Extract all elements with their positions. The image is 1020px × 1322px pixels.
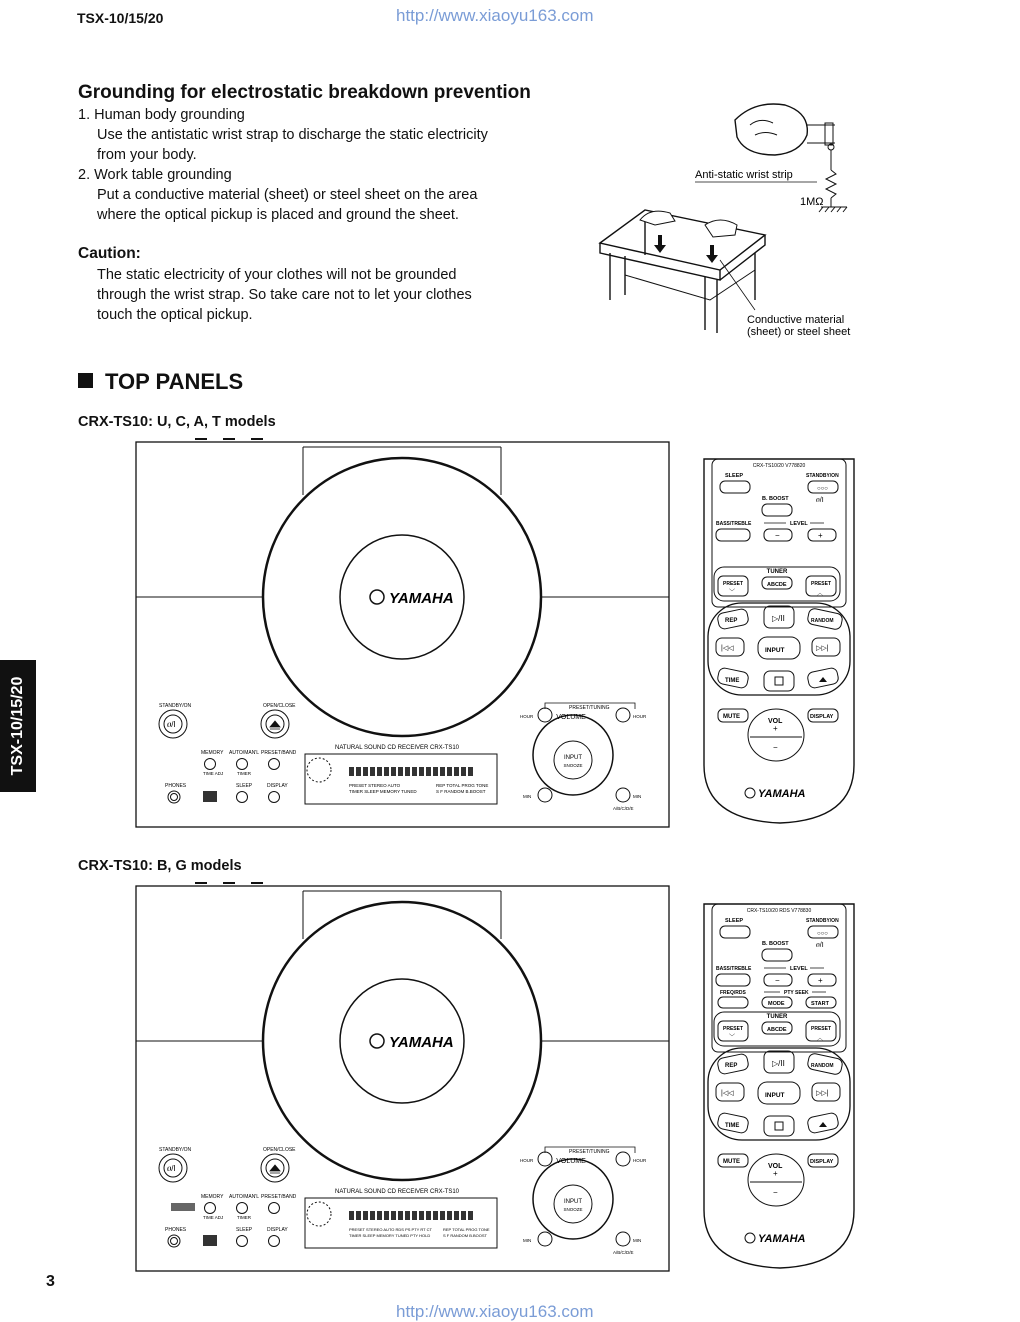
chevron-down-icon: ﹀ [729,590,736,596]
sheet-label-2: (sheet) or steel sheet [747,326,851,338]
memory-button[interactable] [205,759,216,770]
freq-rds-label: FREQ/RDS [720,990,746,996]
sleep-label: SLEEP [725,473,744,479]
unit-top-panel-1 [133,437,673,830]
bboost-button[interactable] [762,504,792,516]
item1-line1: Use the antistatic wrist strap to discharge the static electricity [97,127,488,143]
square-bullet-icon [78,373,93,388]
remote-control-1 [698,455,863,835]
min-right-label: MIN [633,794,642,799]
vol-plus-icon: + [773,724,778,733]
caution-line1: The static electricity of your clothes will not be grounded [97,267,457,283]
source-url-top[interactable]: http://www.xiaoyu163.com [396,6,594,25]
bboost-label: B. BOOST [762,941,789,947]
hour-left-label: HOUR [520,1158,534,1163]
rep-label: REP [725,1063,738,1069]
standby-dots: ○○○ [817,931,828,937]
phones-jack-inner [171,794,178,801]
indicator-row-3: REP TOTAL PROG TONE [436,783,489,788]
remote-control-2 [698,900,863,1280]
input-label: INPUT [564,1199,582,1205]
auto-man-button[interactable] [237,1203,248,1214]
display-label: DISPLAY [810,714,834,720]
auto-man-label: AUTO/MAN'L [229,1194,260,1200]
power-icon: ዐ/I [816,942,824,949]
minus-icon: − [775,531,780,540]
source-url-bottom[interactable]: http://www.xiaoyu163.com [396,1302,594,1321]
document-model-header: TSX-10/15/20 [77,10,164,26]
item2-line1: Put a conductive material (sheet) or steel sheet on the area [97,187,478,203]
natural-sound-label: NATURAL SOUND CD RECEIVER CRX-TS10 [335,1189,460,1195]
display-label: DISPLAY [267,783,288,789]
yamaha-logo-icon [745,788,755,798]
phones-label: PHONES [165,783,187,789]
sleep-button[interactable] [720,481,750,493]
snooze-label: SNOOZE [563,1207,583,1212]
power-icon: ዐ/I [167,720,176,729]
fl-display-window [305,1198,497,1248]
caution-line3: touch the optical pickup. [97,307,253,323]
remote-brand: YAMAHA [758,1233,806,1245]
min-left-label: MIN [523,794,532,799]
standby-label: STANDBY/ON [159,703,192,709]
vol-rocker[interactable] [748,709,804,761]
random-label: RANDOM [811,618,834,624]
bass-treble-label: BASS/TREBLE [716,521,752,527]
bboost-label: B. BOOST [762,496,789,502]
display-button[interactable] [269,792,280,803]
caution-text [97,265,505,325]
mute-label: MUTE [723,714,740,720]
play-pause-button[interactable] [538,788,552,802]
sleep-button[interactable] [720,926,750,938]
level-label: LEVEL [790,521,808,527]
indicator-row-2: TIMER SLEEP MEMORY TUNED PTY HOLD [349,1233,431,1238]
grounding-title: Grounding for electrostatic breakdown prevention [78,82,531,103]
sleep-button[interactable] [237,1236,248,1247]
standby-label: STANDBY/ON [159,1147,192,1153]
vol-minus-icon: − [773,743,778,752]
display-label: DISPLAY [267,1227,288,1233]
natural-sound-label: NATURAL SOUND CD RECEIVER CRX-TS10 [335,745,460,751]
mode-label: MODE [768,1001,785,1007]
preset-down-label: PRESET [723,1026,744,1032]
vol-minus-icon: − [773,1188,778,1197]
sheet-label-1: Conductive material [747,314,845,326]
skip-back-icon: |◁◁ [721,645,734,652]
time-label: TIME [725,1123,740,1129]
plus-icon: + [818,976,823,985]
brand-label: YAMAHA [389,1034,454,1051]
memory-button[interactable] [205,1203,216,1214]
mute-label: MUTE [723,1159,740,1165]
hand-outline [735,104,807,155]
abcde-label: A/B/C/D/E [613,806,634,811]
eject-icon [819,1122,827,1127]
side-tab-label: TSX-10/15/20 [9,676,26,776]
grounding-list [78,105,488,225]
bass-treble-button[interactable] [716,974,750,986]
hour-right-label: HOUR [633,714,647,719]
snooze-label: SNOOZE [563,763,583,768]
indicator-row-4: S F RANDOM B.BOOST [443,1233,488,1238]
tuner-label: TUNER [766,1014,788,1020]
prev-skip-button[interactable] [538,708,552,722]
wrist-lines [807,125,835,143]
sleep-label: SLEEP [236,1227,253,1233]
remote-code: CRX-TS10/20 RDS V778830 [746,908,812,914]
chevron-up-icon: ︿ [817,591,824,597]
wrist-strap-band [825,123,833,145]
standby-label: STANDBY/ON [806,918,839,924]
time-adj-label: TIME ADJ [203,771,224,776]
side-tab [0,660,36,792]
fl-display-segments [349,767,473,776]
item1-title: 1. Human body grounding [78,107,245,123]
standby-label: STANDBY/ON [806,473,839,479]
strap-label: Anti-static wrist strip [695,169,793,181]
display-button[interactable] [269,1236,280,1247]
sleep-button[interactable] [237,792,248,803]
timer-label: TIMER [237,1215,251,1220]
input-label: INPUT [564,755,582,761]
grounding-illustration [585,95,875,345]
phones-jack-inner [171,1238,178,1245]
next-skip-button[interactable] [616,708,630,722]
abcde-label: ABCDE [767,1027,787,1033]
min-left-label: MIN [523,1238,532,1243]
chevron-up-icon: ︿ [817,1036,824,1042]
time-adj-label: TIME ADJ [203,1215,224,1220]
stop-icon [775,677,783,685]
preset-tuning-label: PRESET/TUNING [569,705,610,711]
stop-button[interactable] [616,788,630,802]
vol-label: VOL [768,1163,783,1170]
item2-line2: where the optical pickup is placed and ground the sheet. [97,207,459,223]
memory-label: MEMORY [201,750,224,756]
indicator-row-3: REP TOTAL PROG TONE [443,1227,490,1232]
display-label: DISPLAY [810,1159,834,1165]
finger-lines [750,120,777,135]
preset-band-label: PRESET/BAND [261,750,297,756]
remote-brand: YAMAHA [758,788,806,800]
remote-code: CRX-TS10/20 V778820 [752,463,806,469]
play-pause-icon: ▷/II [772,614,785,623]
skip-forward-icon: ▷▷| [816,1090,829,1097]
time-label: TIME [725,678,740,684]
vol-label: VOL [768,718,783,725]
indicator-row-1: PRESET STEREO AUTO [349,783,401,788]
down-arrow-left [654,235,666,253]
level-label: LEVEL [790,966,808,972]
chevron-down-icon: ﹀ [729,1035,736,1041]
open-close-label: OPEN/CLOSE [263,1147,296,1153]
table-stretcher [625,270,755,300]
hour-right-label: HOUR [633,1158,647,1163]
prev-skip-button[interactable] [538,1152,552,1166]
memory-label: MEMORY [201,1194,224,1200]
preset-tuning-label: PRESET/TUNING [569,1149,610,1155]
abcde-label: A/B/C/D/E [613,1250,634,1255]
next-skip-button[interactable] [616,1152,630,1166]
remote-body [704,459,854,823]
eject-icon [270,721,280,729]
indicator-row-4: S F RANDOM B.BOOST [436,789,486,794]
stop-button[interactable] [616,1232,630,1246]
top-panels-label: TOP PANELS [105,369,244,394]
plus-icon: + [818,531,823,540]
open-close-label: OPEN/CLOSE [263,703,296,709]
sleep-label: SLEEP [236,783,253,789]
timer-label: TIMER [237,771,251,776]
skip-back-icon: |◁◁ [721,1090,734,1097]
phones-jack[interactable] [168,1235,180,1247]
volume-label: VOLUME [556,1158,586,1165]
bass-treble-label: BASS/TREBLE [716,966,752,972]
stop-button[interactable] [764,1116,794,1136]
tuner-label: TUNER [766,569,788,575]
input-label: INPUT [765,647,785,654]
sleep-label: SLEEP [725,918,744,924]
stop-button[interactable] [764,671,794,691]
fl-display-window [305,754,497,804]
hour-left-label: HOUR [520,714,534,719]
page-number: 3 [46,1273,55,1290]
caution-line2: through the wrist strap. So take care not to let your clothes [97,287,472,303]
start-label: START [811,1001,829,1007]
preset-down-label: PRESET [723,581,744,587]
indicator-row-2: TIMER SLEEP MEMORY TUNED [349,789,417,794]
min-right-label: MIN [633,1238,642,1243]
panel1-model-label: CRX-TS10: U, C, A, T models [78,414,276,430]
vol-plus-icon: + [773,1169,778,1178]
panel2-model-label: CRX-TS10: B, G models [78,858,242,874]
skip-forward-icon: ▷▷| [816,645,829,652]
rep-label: REP [725,618,738,624]
eject-icon [270,1165,280,1173]
remote-sensor [307,758,331,782]
remote-sensor [307,1202,331,1226]
right-hand [705,220,737,237]
rds-logo-icon [171,1203,195,1211]
eject-icon [819,677,827,682]
freq-rds-button[interactable] [718,997,748,1008]
vol-rocker[interactable] [748,1154,804,1206]
resistor-symbol [826,170,836,198]
auto-man-button[interactable] [237,759,248,770]
power-icon: ዐ/I [167,1164,176,1173]
bboost-button[interactable] [762,949,792,961]
power-icon: ዐ/I [816,497,824,504]
cd-logo-icon [203,1235,217,1246]
brand-label: YAMAHA [389,590,454,607]
remote-body [704,904,854,1268]
bass-treble-button[interactable] [716,529,750,541]
preset-band-button[interactable] [269,759,280,770]
preset-up-label: PRESET [811,1026,832,1032]
preset-up-label: PRESET [811,581,832,587]
phones-label: PHONES [165,1227,187,1233]
caution-title: Caution: [78,245,141,262]
down-arrow-right [706,245,718,263]
cd-logo-icon [203,791,217,802]
input-label: INPUT [765,1092,785,1099]
random-label: RANDOM [811,1063,834,1069]
volume-label: VOLUME [556,714,586,721]
unit-top-panel-2 [133,881,673,1274]
preset-band-label: PRESET/BAND [261,1194,297,1200]
top-panels-title [78,369,243,395]
phones-jack[interactable] [168,791,180,803]
standby-dots: ○○○ [817,486,828,492]
abcde-label: ABCDE [767,582,787,588]
item2-title: 2. Work table grounding [78,167,232,183]
yamaha-logo-icon [745,1233,755,1243]
sheet-label-leader [720,260,755,310]
resistor-label: 1MΩ [800,196,824,208]
indicator-row-1: PRESET STEREO AUTO RDS PS PTY RT CT [349,1227,432,1232]
play-pause-button[interactable] [538,1232,552,1246]
minus-icon: − [775,976,780,985]
stop-icon [775,1122,783,1130]
auto-man-label: AUTO/MAN'L [229,750,260,756]
fl-display-segments [349,1211,473,1220]
preset-band-button[interactable] [269,1203,280,1214]
pty-seek-label: PTY SEEK [784,990,809,996]
play-pause-icon: ▷/II [772,1059,785,1068]
item1-line2: from your body. [97,147,197,163]
